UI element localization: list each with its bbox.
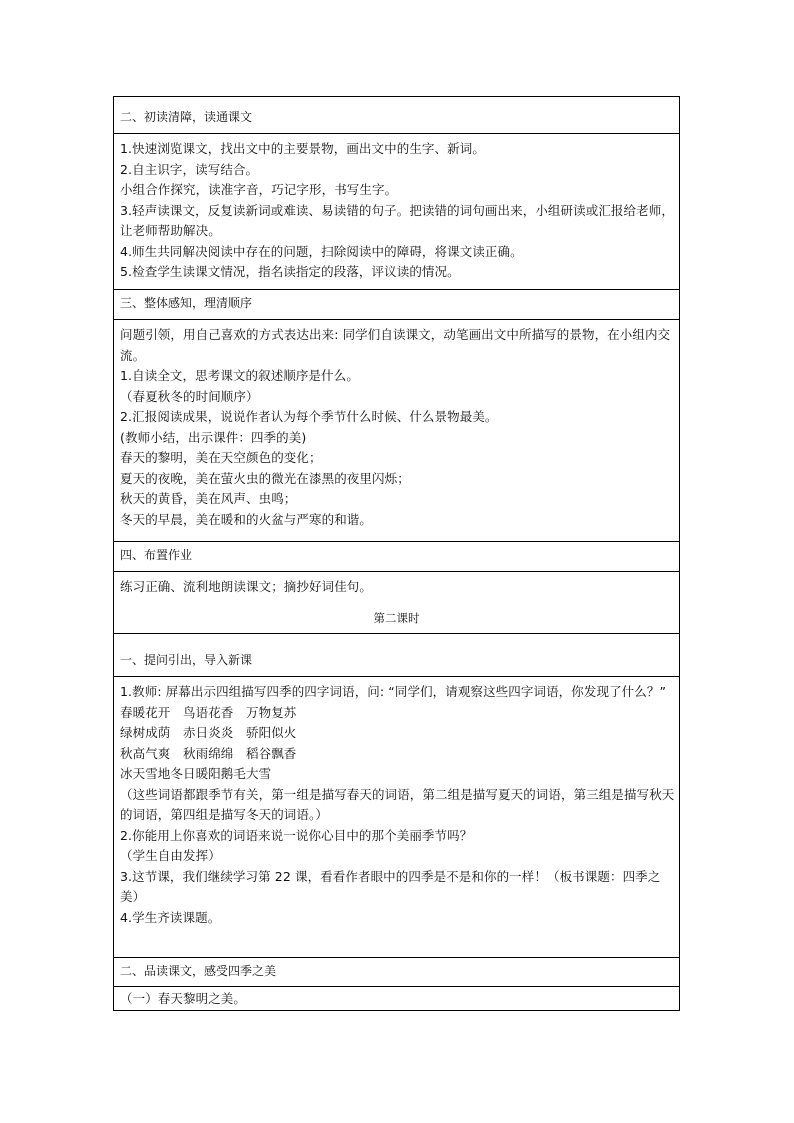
lesson-title: 第二课时 [373, 611, 420, 625]
part-body-1 [114, 682, 679, 928]
text-line: 练习正确、流利地朗读课文；摘抄好词佳句。 [120, 579, 373, 594]
part-heading-2: 二、品读课文，感受四季之美 [120, 964, 277, 978]
text-line: 冰天雪地冬日暖阳鹅毛大雪 [120, 766, 272, 781]
text-line: 春暖花开 鸟语花香 万物复苏 [120, 704, 297, 720]
part-heading-1: 一、提问引出，导入新课 [120, 653, 253, 667]
text-line: 2.自主识字，读写结合。 [120, 161, 259, 177]
row-divider [114, 319, 679, 320]
text-line: 1.自读全文，思考课文的叙述顺序是什么。 [120, 368, 359, 383]
row-divider [114, 541, 679, 542]
text-line: 春天的黎明，美在天空颜色的变化； [120, 450, 322, 465]
text-line: (教师小结，出示课件：四季的美) [120, 429, 307, 445]
part-body-2 [114, 989, 679, 1010]
text-line: 问题引领，用自己喜欢的方式表达出来: 同学们自读课文，动笔画出文中所描写的景物，在小组内交流。 [120, 327, 671, 363]
text-line: 秋高气爽 秋雨绵绵 稻谷飘香 [120, 745, 297, 761]
text-line: 秋天的黄昏，美在风声、虫鸣； [120, 491, 297, 506]
section-body-3 [114, 325, 679, 530]
row-divider [114, 986, 679, 987]
row-divider [114, 133, 679, 134]
text-line: 冬天的早晨，美在暖和的火盆与严寒的和谐。 [120, 511, 373, 527]
section-body-2 [114, 139, 679, 283]
row-divider [114, 571, 679, 572]
row-divider [114, 676, 679, 677]
text-line: （这些词语都跟季节有关，第一组是描写春天的词语，第二组是描写夏天的词语，第三组是描写秋天的词语，第四组是描写冬天的词语。） [120, 786, 675, 822]
text-line: 小组合作探究，读准字音，巧记字形，书写生字。 [120, 182, 398, 197]
text-line: （一）春天黎明之美。 [120, 991, 247, 1006]
text-line: 3.这节课，我们继续学习第 22 课，看看作者眼中的四季是不是和你的一样！（板书课题：四季之美） [120, 868, 661, 904]
text-line: 夏天的夜晚，美在萤火虫的微光在漆黑的夜里闪烁； [120, 470, 410, 486]
text-line: （春夏秋冬的时间顺序） [120, 388, 259, 404]
text-line: 1.教师: 屏幕出示四组描写四季的四字词语，问: “同学们，请观察这些四字词语，你发现了什么？” [120, 684, 667, 699]
text-line: 2.汇报阅读成果，说说作者认为每个季节什么时候、什么景物最美。 [120, 409, 498, 424]
text-line: 4.师生共同解决阅读中存在的问题，扫除阅读中的障碍，将课文读正确。 [120, 243, 523, 259]
row-divider [114, 957, 679, 958]
text-line: 绿树成荫 赤日炎炎 骄阳似火 [120, 725, 297, 740]
section-heading-2: 二、初读清障，读通课文 [120, 110, 253, 124]
row-divider [114, 289, 679, 290]
section-heading-3: 三、整体感知，理清顺序 [120, 296, 253, 310]
text-line: 2.你能用上你喜欢的词语来说一说你心目中的那个美丽季节吗？ [120, 827, 473, 843]
section-heading-4: 四、布置作业 [120, 548, 193, 562]
text-line: 3.轻声读课文，反复读新词或难读、易读错的句子。把读错的词句画出来，小组研读或汇报给老师，让老师帮助解决。 [120, 202, 674, 238]
text-line: 1.快速浏览课文，找出文中的主要景物，画出文中的生字、新词。 [120, 141, 485, 156]
text-line: （学生自由发挥） [120, 848, 221, 863]
text-line: 5.检查学生读课文情况，指名读指定的段落，评议读的情况。 [120, 264, 460, 279]
text-line: 4.学生齐读课题。 [120, 909, 221, 925]
lesson-plan-table [113, 96, 680, 1011]
row-divider [114, 633, 679, 634]
section-body-4 [114, 577, 679, 598]
